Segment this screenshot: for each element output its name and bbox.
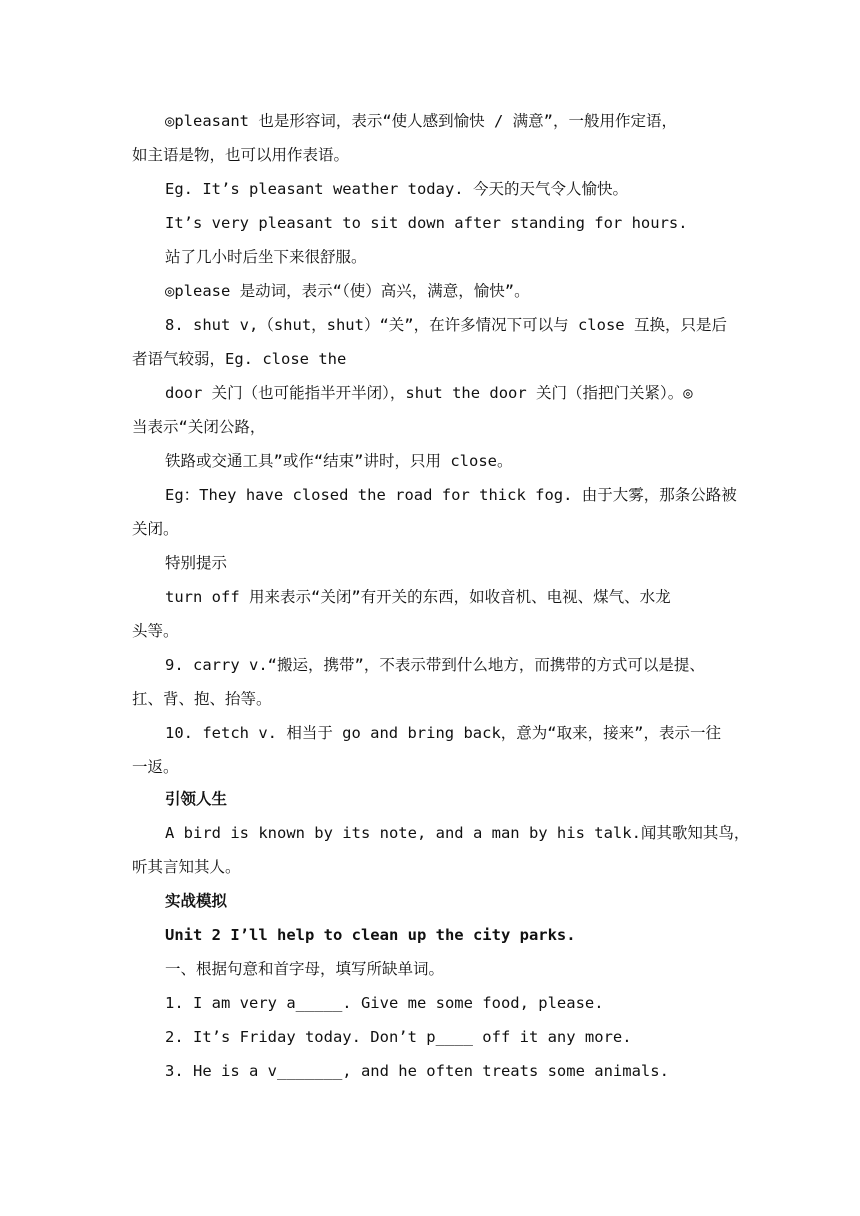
text-line: 当表示“关闭公路，	[132, 418, 266, 436]
text-line: ◎pleasant 也是形容词，表示“使人感到愉快 / 满意”，一般用作定语，	[165, 112, 677, 130]
text-line: 一返。	[132, 758, 179, 776]
text-line: 站了几小时后坐下来很舒服。	[165, 248, 367, 266]
text-line: turn off 用来表示“关闭”有开关的东西，如收音机、电视、煤气、水龙	[165, 588, 671, 606]
exercise-instruction: 一、根据句意和首字母，填写所缺单词。	[165, 960, 445, 978]
text-line: 听其言知其人。	[132, 858, 241, 876]
section-heading: 实战模拟	[165, 892, 228, 910]
text-line: 特别提示	[165, 554, 228, 572]
text-line: A bird is known by its note, and a man by his talk.闻其歌知其鸟，	[165, 824, 750, 842]
text-line: It’s very pleasant to sit down after standing for hours.	[165, 214, 688, 232]
text-line: door 关门（也可能指半开半闭），shut the door 关门（指把门关紧）。◎	[165, 384, 693, 402]
section-heading: 引领人生	[165, 790, 228, 808]
exercise-item: 2. It’s Friday today. Don’t p____ off it any more.	[165, 1028, 632, 1046]
text-line: 关闭。	[132, 520, 179, 538]
exercise-item: 1. I am very a_____. Give me some food, please.	[165, 994, 604, 1012]
text-line: 铁路或交通工具”或作“结束”讲时，只用 close。	[165, 452, 513, 470]
text-line: 10. fetch v. 相当于 go and bring back，意为“取来，接来”，表示一往	[165, 724, 721, 742]
text-line: Eg：They have closed the road for thick fog. 由于大雾，那条公路被	[165, 486, 737, 504]
text-line: 头等。	[132, 622, 179, 640]
exercise-item: 3. He is a v_______, and he often treats some animals.	[165, 1062, 669, 1080]
text-line: 扛、背、抱、抬等。	[132, 690, 272, 708]
text-line: 者语气较弱，Eg. close the	[132, 350, 347, 368]
text-line: ◎please 是动词，表示“（使）高兴，满意，愉快”。	[165, 282, 530, 300]
text-line: 如主语是物，也可以用作表语。	[132, 146, 350, 164]
text-line: Eg. It’s pleasant weather today. 今天的天气令人愉快。	[165, 180, 628, 198]
unit-title: Unit 2 I’ll help to clean up the city parks.	[165, 926, 576, 944]
text-line: 8. shut v,（shut，shut）“关”，在许多情况下可以与 close 互换，只是后	[165, 316, 727, 334]
text-line: 9. carry v.“搬运，携带”，不表示带到什么地方，而携带的方式可以是提、	[165, 656, 705, 674]
